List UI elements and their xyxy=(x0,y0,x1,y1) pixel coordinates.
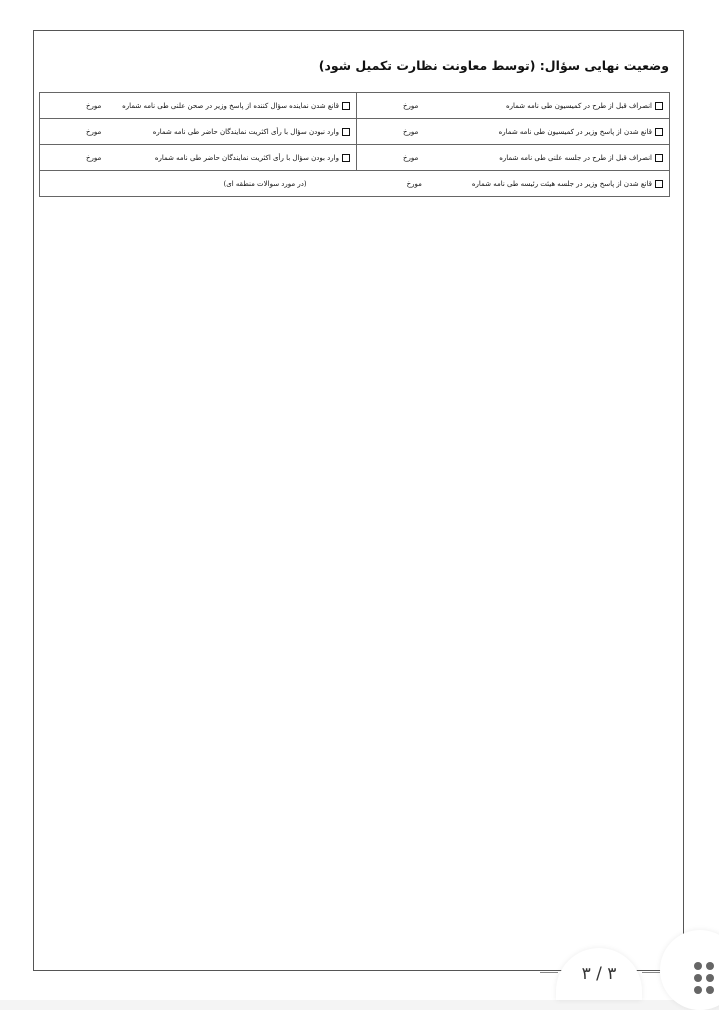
option-label: انصراف قبل از طرح در کمیسیون طی نامه شماره xyxy=(505,101,652,110)
date-label: مورخ xyxy=(86,127,102,136)
option-label: انصراف قبل از طرح در جلسه علنی طی نامه شماره xyxy=(499,153,652,162)
date-label: مورخ xyxy=(86,101,102,110)
checkbox[interactable] xyxy=(655,128,663,136)
table-row xyxy=(40,171,670,197)
checkbox[interactable] xyxy=(342,128,350,136)
table-row xyxy=(40,119,670,145)
option-label: قانع شدن از پاسخ وزیر در کمیسیون طی نامه شماره xyxy=(498,127,652,136)
checkbox[interactable] xyxy=(342,102,350,110)
final-status-table xyxy=(39,92,670,197)
table-row xyxy=(40,145,670,171)
checkbox[interactable] xyxy=(655,154,663,162)
checkbox[interactable] xyxy=(655,102,663,110)
pager-line xyxy=(540,972,558,973)
date-label: مورخ xyxy=(403,101,419,110)
page-indicator[interactable]: ۳ / ۳ xyxy=(556,948,642,1000)
pager-line xyxy=(642,972,660,973)
checkbox[interactable] xyxy=(655,180,663,188)
option-label: وارد بودن سؤال با رأی اکثریت نمایندگان حاضر طی نامه شماره xyxy=(154,153,339,162)
note-label: (در مورد سوالات منطقه ای) xyxy=(223,179,307,188)
grid-menu-icon[interactable] xyxy=(694,962,714,994)
table-row xyxy=(40,93,670,119)
option-label: قانع شدن نماینده سؤال کننده از پاسخ وزیر در صحن علنی طی نامه شماره xyxy=(122,101,339,110)
option-label: قانع شدن از پاسخ وزیر در جلسه هیئت رئیسه طی نامه شماره xyxy=(471,179,652,188)
section-title: وضعیت نهایی سؤال: (توسط معاونت نظارت تکمیل شود) xyxy=(318,58,669,73)
date-label: مورخ xyxy=(403,127,419,136)
option-label: وارد نبودن سؤال با رأی اکثریت نمایندگان حاضر طی نامه شماره xyxy=(152,127,339,136)
checkbox[interactable] xyxy=(342,154,350,162)
date-label: مورخ xyxy=(403,153,419,162)
date-label: مورخ xyxy=(406,179,422,188)
date-label: مورخ xyxy=(86,153,102,162)
